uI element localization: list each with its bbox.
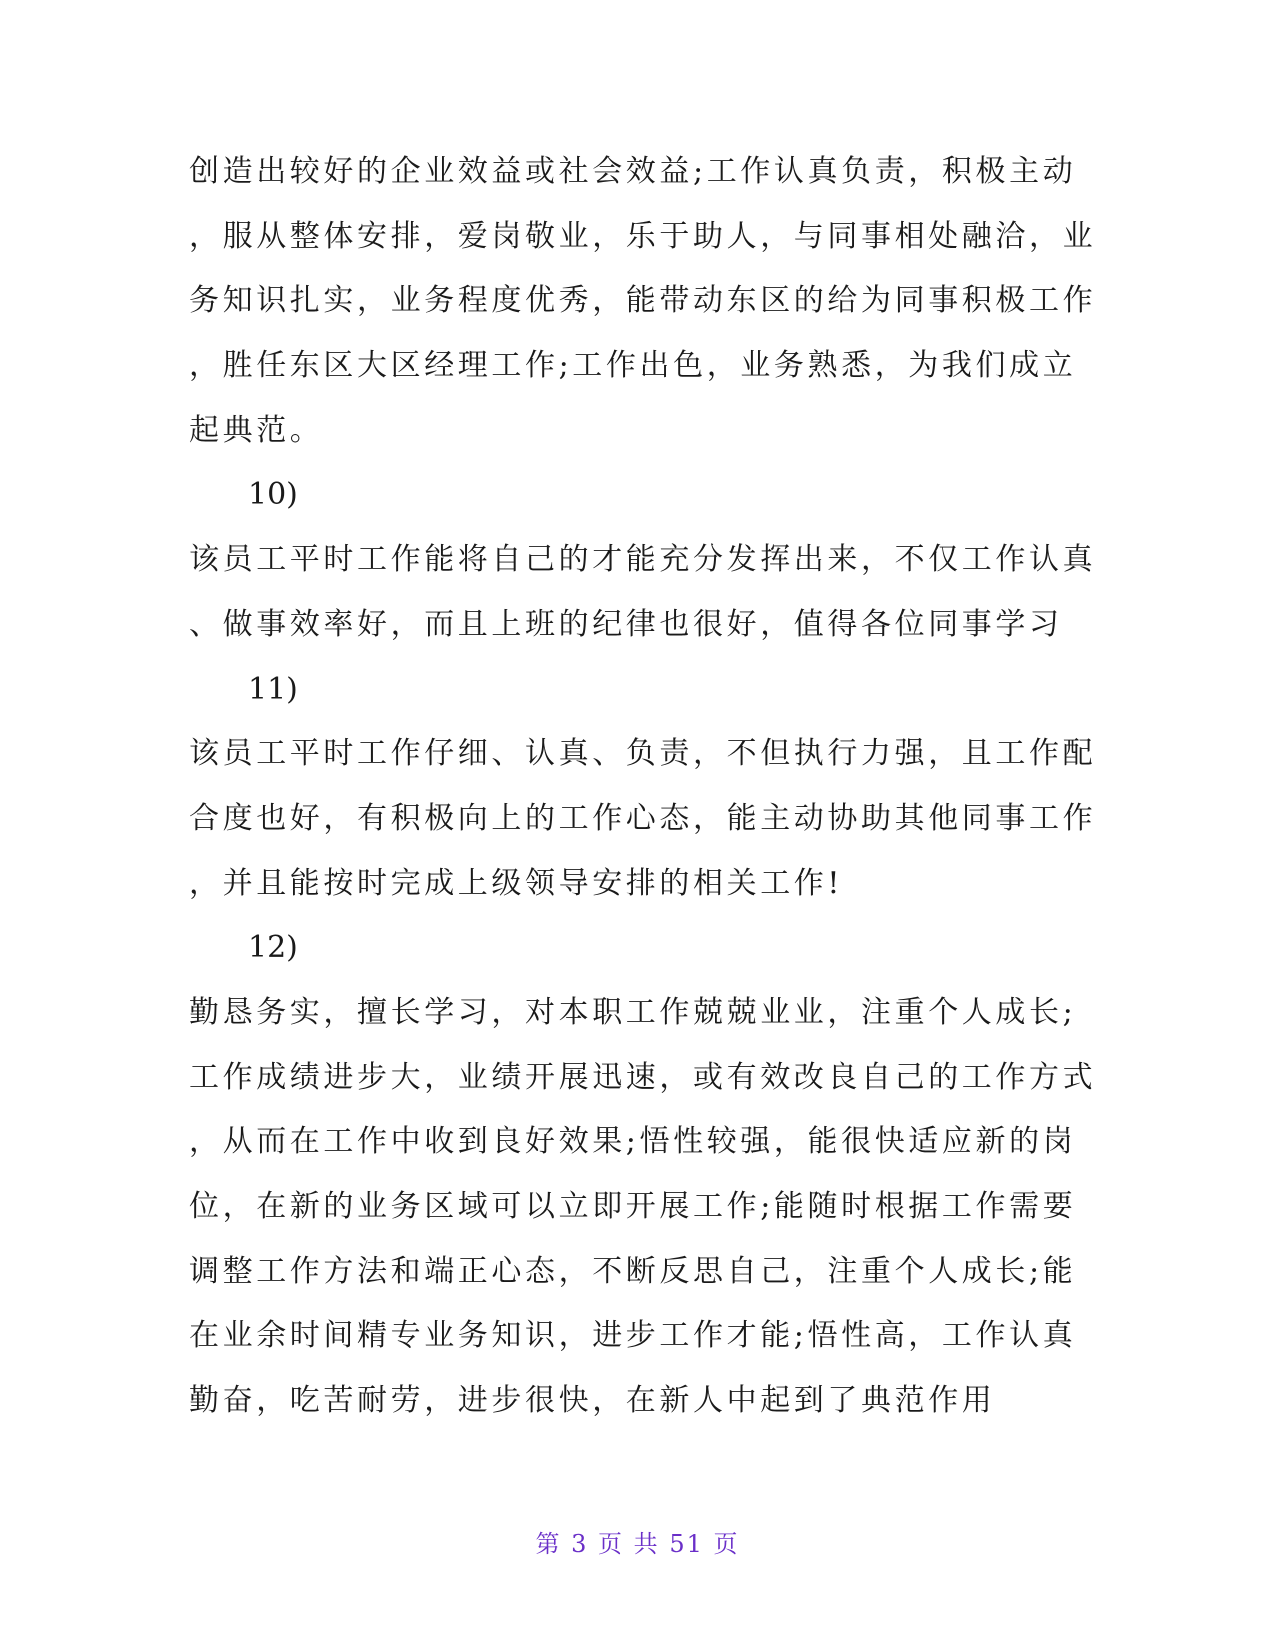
total-pages-number: 51 [669,1530,704,1558]
item-number: 11) [248,671,298,707]
body-text-line: 创造出较好的企业效益或社会效益;工作认真负责，积极主动 [189,154,1077,189]
body-text-line: 起典范。 [189,412,324,448]
body-text-line: 合度也好，有积极向上的工作心态，能主动协助其他同事工作 [189,800,1097,836]
page-footer [0,1528,1275,1560]
current-page-number: 3 [571,1530,589,1558]
item-number: 12) [248,930,298,966]
footer-suffix: 页 [713,1530,740,1558]
body-text-line: 、做事效率好，而且上班的纪律也很好，值得各位同事学习 [189,606,1063,642]
body-text-line: 在业余时间精专业务知识，进步工作才能;悟性高，工作认真 [189,1318,1077,1354]
document-body [189,140,1097,1434]
body-text-line: ，胜任东区大区经理工作;工作出色，业务熟悉，为我们成立 [189,348,1077,384]
body-text-line: ，并且能按时完成上级领导安排的相关工作! [189,865,844,901]
item-number: 10) [248,477,298,513]
body-text-line: 勤奋，吃苦耐劳，进步很快，在新人中起到了典范作用 [189,1383,996,1419]
footer-prefix: 第 [535,1530,562,1558]
body-text-line: 该员工平时工作仔细、认真、负责，不但执行力强，且工作配 [189,736,1097,772]
body-text-line: 调整工作方法和端正心态，不断反思自己，注重个人成长;能 [189,1253,1077,1289]
body-text-line: 务知识扎实，业务程度优秀，能带动东区的给为同事积极工作 [189,283,1097,319]
body-text-line: 该员工平时工作能将自己的才能充分发挥出来，不仅工作认真 [189,542,1097,578]
body-text-line: ，从而在工作中收到良好效果;悟性较强，能很快适应新的岗 [189,1124,1077,1160]
body-text-line: 勤恳务实，擅长学习，对本职工作兢兢业业，注重个人成长; [189,994,1077,1030]
body-text-line: 工作成绩进步大，业绩开展迅速，或有效改良自己的工作方式 [189,1059,1097,1095]
body-text-line: 位，在新的业务区域可以立即开展工作;能随时根据工作需要 [189,1189,1077,1224]
footer-middle: 页 共 [598,1530,660,1558]
body-text-line: ，服从整体安排，爱岗敬业，乐于助人，与同事相处融洽，业 [189,218,1097,254]
